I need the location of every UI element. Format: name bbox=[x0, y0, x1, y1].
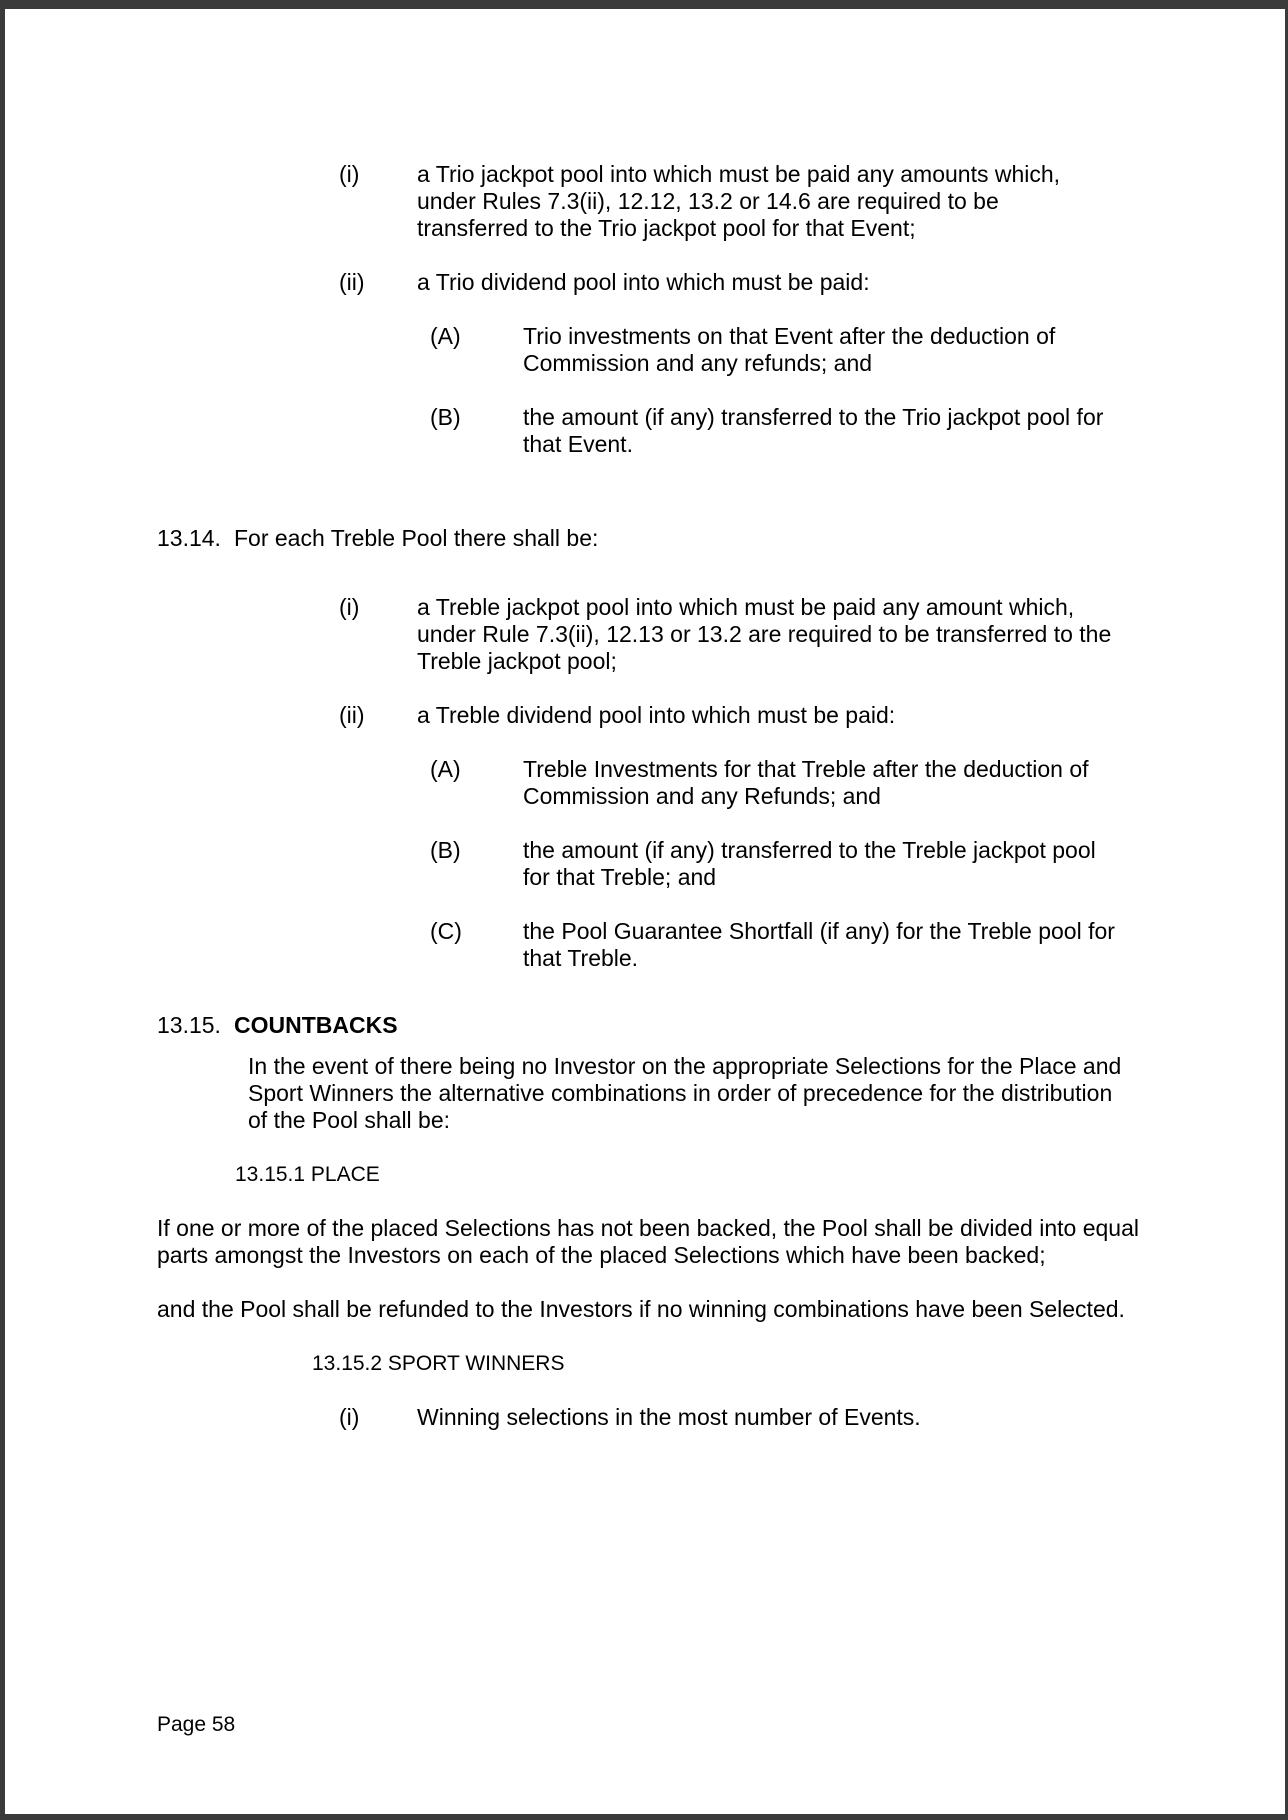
intro-text-line: Sport Winners the alternative combinations in order of precedence for the distribution bbox=[248, 1080, 1113, 1106]
rule-number: 13.14. bbox=[157, 525, 221, 551]
subsection-heading-sport-winners: 13.15.2 SPORT WINNERS bbox=[312, 1352, 565, 1375]
rule-number: 13.15. bbox=[157, 1012, 221, 1038]
subitem-marker: (B) bbox=[430, 404, 461, 430]
paragraph-line: and the Pool shall be refunded to the Investors if no winning combinations have been Selected. bbox=[157, 1296, 1125, 1322]
item-text-line: under Rule 7.3(ii), 12.13 or 13.2 are required to be transferred to the bbox=[417, 621, 1112, 647]
subitem-marker: (A) bbox=[430, 756, 461, 782]
subitem-text-line: Trio investments on that Event after the deduction of bbox=[523, 323, 1056, 349]
subitem-marker: (A) bbox=[430, 323, 461, 349]
item-text-line: Winning selections in the most number of Events. bbox=[417, 1404, 921, 1430]
item-text-line: a Treble jackpot pool into which must be paid any amount which, bbox=[417, 594, 1075, 620]
subitem-text-line: that Treble. bbox=[523, 945, 639, 971]
section-heading: COUNTBACKS bbox=[234, 1012, 398, 1038]
subitem-marker: (B) bbox=[430, 837, 461, 863]
subitem-text-line: the amount (if any) transferred to the Treble jackpot pool bbox=[523, 837, 1096, 863]
intro-text-line: of the Pool shall be: bbox=[248, 1107, 451, 1133]
subitem-marker: (C) bbox=[430, 918, 462, 944]
document-page bbox=[5, 9, 1285, 1814]
subitem-text-line: that Event. bbox=[523, 431, 633, 457]
item-text-line: a Trio jackpot pool into which must be paid any amounts which, bbox=[417, 161, 1061, 187]
page-number: Page 58 bbox=[157, 1713, 236, 1736]
rule-text: For each Treble Pool there shall be: bbox=[234, 525, 599, 551]
paragraph-line: If one or more of the placed Selections has not been backed, the Pool shall be divided into equal bbox=[157, 1215, 1139, 1241]
item-marker: (i) bbox=[339, 1404, 360, 1430]
item-marker: (ii) bbox=[339, 702, 365, 728]
subitem-text-line: Treble Investments for that Treble after the deduction of bbox=[523, 756, 1089, 782]
item-text-line: transferred to the Trio jackpot pool for that Event; bbox=[417, 215, 916, 241]
item-marker: (ii) bbox=[339, 269, 365, 295]
paragraph-line: parts amongst the Investors on each of the placed Selections which have been backed; bbox=[157, 1242, 1046, 1268]
item-text-line: Treble jackpot pool; bbox=[417, 648, 617, 674]
subitem-text-line: the Pool Guarantee Shortfall (if any) for the Treble pool for bbox=[523, 918, 1115, 944]
item-marker: (i) bbox=[339, 594, 360, 620]
item-text-line: under Rules 7.3(ii), 12.12, 13.2 or 14.6 are required to be bbox=[417, 188, 999, 214]
intro-text-line: In the event of there being no Investor on the appropriate Selections for the Place and bbox=[248, 1053, 1122, 1079]
subsection-heading-place: 13.15.1 PLACE bbox=[235, 1163, 380, 1186]
subitem-text-line: the amount (if any) transferred to the Trio jackpot pool for bbox=[523, 404, 1104, 430]
item-marker: (i) bbox=[339, 161, 360, 187]
subitem-text-line: Commission and any Refunds; and bbox=[523, 783, 881, 809]
item-text-line: a Trio dividend pool into which must be paid: bbox=[417, 269, 870, 295]
item-text-line: a Treble dividend pool into which must be paid: bbox=[417, 702, 896, 728]
subitem-text-line: for that Treble; and bbox=[523, 864, 717, 890]
subitem-text-line: Commission and any refunds; and bbox=[523, 350, 873, 376]
